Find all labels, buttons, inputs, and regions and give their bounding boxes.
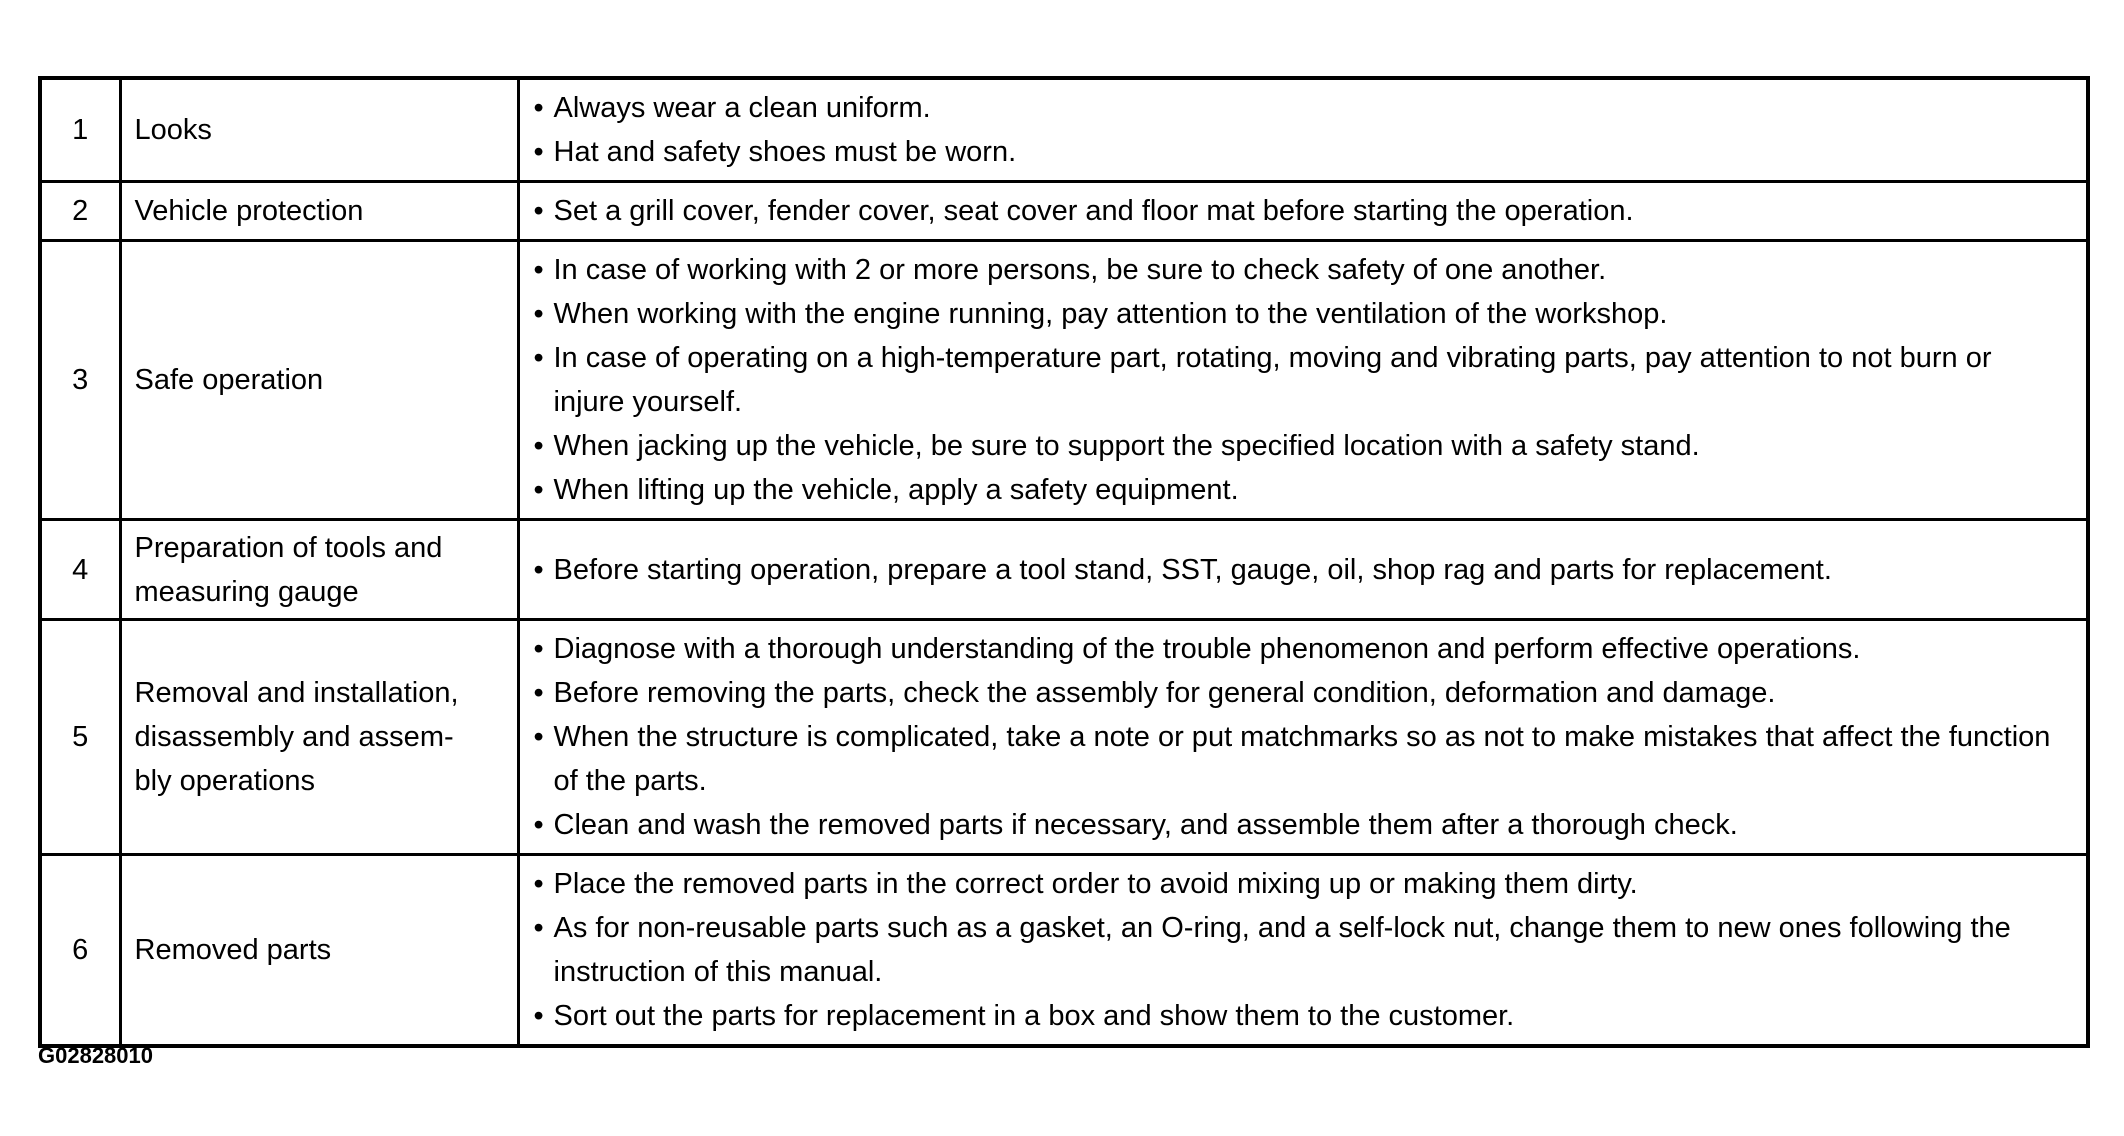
list-item-text: Set a grill cover, fender cover, seat cover and floor mat before starting the operation. [553, 195, 1634, 227]
list-item [534, 627, 2063, 671]
row-topic [120, 620, 518, 855]
work-precautions-table [38, 76, 2090, 1048]
row-topic-line: Vehicle protection [134, 195, 364, 227]
list-item-text: When the structure is complicated, take a note or put matchmarks so as not to make mistakes that affect the function of the parts. [553, 721, 2051, 797]
list-item-text: Before starting operation, prepare a tool stand, SST, gauge, oil, shop rag and parts for replacement. [553, 553, 1832, 586]
row-details [518, 241, 2088, 520]
row-number: 3 [40, 241, 120, 520]
list-item-text: Place the removed parts in the correct order to avoid mixing up or making them dirty. [553, 868, 1638, 900]
list-item [534, 189, 2063, 233]
row-details [518, 855, 2088, 1047]
bullet-icon: • [533, 430, 544, 462]
list-item-text: When lifting up the vehicle, apply a safety equipment. [553, 474, 1239, 506]
row-topic [120, 855, 518, 1047]
row-details [518, 520, 2088, 620]
row-details [518, 182, 2088, 241]
bullet-icon: • [533, 809, 544, 841]
row-topic [120, 182, 518, 241]
bullet-icon: • [533, 633, 544, 665]
list-item-text: Always wear a clean uniform. [553, 92, 931, 124]
list-item-text: Sort out the parts for replacement in a box and show them to the customer. [553, 1000, 1515, 1032]
list-item [534, 130, 2063, 174]
list-item [534, 994, 2063, 1038]
table-row [40, 78, 2088, 182]
row-topic-line: bly operations [134, 765, 316, 797]
list-item [534, 86, 2063, 130]
list-item-text: In case of operating on a high-temperature part, rotating, moving and vibrating parts, pay attention to not burn or injure yourself. [553, 342, 1992, 418]
figure-id: G02828010 [38, 1043, 153, 1068]
details-list [534, 862, 2063, 1038]
list-item-text: Before removing the parts, check the assembly for general condition, deformation and damage. [553, 677, 1776, 709]
list-item-text: In case of working with 2 or more persons, be sure to check safety of one another. [553, 254, 1607, 286]
row-number: 5 [40, 620, 120, 855]
row-details [518, 78, 2088, 182]
bullet-icon: • [533, 474, 544, 506]
row-topic [120, 78, 518, 182]
list-item [534, 906, 2063, 994]
list-item-text: Clean and wash the removed parts if necessary, and assemble them after a thorough check. [553, 809, 1738, 841]
row-number: 1 [40, 78, 120, 182]
row-topic-line: Removed parts [134, 934, 332, 966]
bullet-icon: • [533, 342, 544, 374]
table-row [40, 241, 2088, 520]
bullet-icon: • [533, 721, 544, 753]
row-topic-line: Looks [134, 114, 212, 146]
row-topic-line: Safe operation [134, 364, 324, 396]
list-item [534, 292, 2063, 336]
bullet-icon: • [533, 298, 544, 330]
bullet-icon: • [533, 912, 544, 944]
row-topic-line: measuring gauge [134, 575, 359, 608]
details-list [534, 248, 2063, 512]
table-row [40, 855, 2088, 1047]
bullet-icon: • [533, 195, 544, 227]
table-row [40, 182, 2088, 241]
list-item [534, 548, 2063, 592]
list-item [534, 336, 2063, 424]
list-item-text: Diagnose with a thorough understanding of the trouble phenomenon and perform effective operations. [553, 633, 1861, 665]
list-item [534, 424, 2063, 468]
list-item-text: When working with the engine running, pay attention to the ventilation of the workshop. [553, 298, 1668, 330]
row-topic [120, 520, 518, 620]
list-item [534, 671, 2063, 715]
bullet-icon: • [533, 677, 544, 709]
list-item-text: When jacking up the vehicle, be sure to support the specified location with a safety stand. [553, 430, 1700, 462]
list-item [534, 803, 2063, 847]
row-topic-line: disassembly and assem- [134, 721, 454, 753]
row-topic-line: Preparation of tools and [134, 531, 443, 564]
table-row [40, 520, 2088, 620]
row-number: 4 [40, 520, 120, 620]
work-precautions-table-wrap [38, 76, 2090, 1048]
row-topic [120, 241, 518, 520]
list-item-text: Hat and safety shoes must be worn. [553, 136, 1017, 168]
row-number: 2 [40, 182, 120, 241]
row-number: 6 [40, 855, 120, 1047]
bullet-icon: • [533, 868, 544, 900]
bullet-icon: • [533, 254, 544, 286]
bullet-icon: • [533, 1000, 544, 1032]
list-item [534, 248, 2063, 292]
table-row [40, 620, 2088, 855]
list-item [534, 468, 2063, 512]
details-list [534, 548, 2063, 592]
bullet-icon: • [533, 553, 544, 586]
table-body [40, 78, 2088, 1046]
row-details [518, 620, 2088, 855]
details-list [534, 627, 2063, 847]
row-topic-line: Removal and installation, [134, 677, 459, 709]
list-item [534, 715, 2063, 803]
bullet-icon: • [533, 92, 544, 124]
details-list [534, 189, 2063, 233]
list-item-text: As for non-reusable parts such as a gasket, an O-ring, and a self-lock nut, change them to new ones following the instruction of this manual. [553, 912, 2011, 988]
details-list [534, 86, 2063, 174]
list-item [534, 862, 2063, 906]
bullet-icon: • [533, 136, 544, 168]
